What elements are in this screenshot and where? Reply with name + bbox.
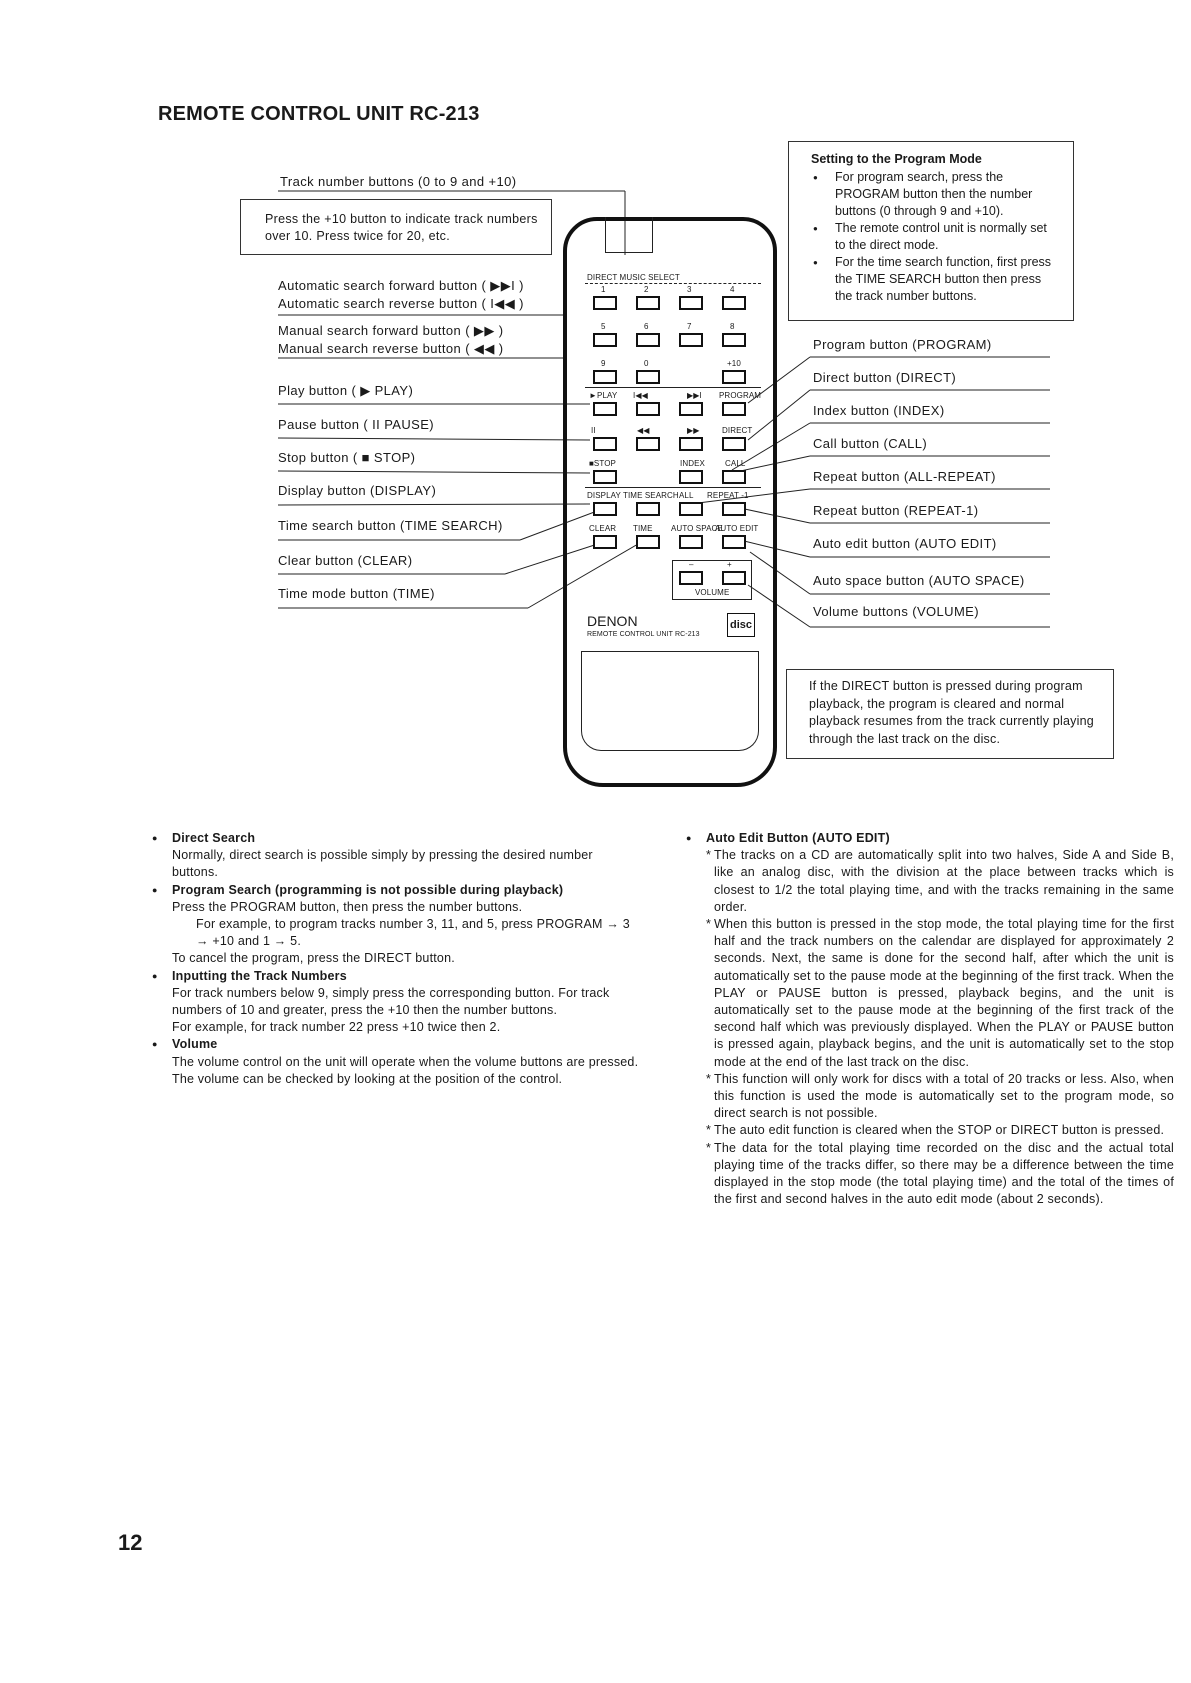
section-text: For example, for track number 22 press +10 twice then 2. <box>172 1020 501 1035</box>
button-3 <box>679 296 703 310</box>
button-index <box>679 470 703 484</box>
button-skip-back <box>636 402 660 416</box>
button-auto-edit <box>722 535 746 549</box>
button-volume-down <box>679 571 703 585</box>
page-title: REMOTE CONTROL UNIT RC-213 <box>158 103 480 125</box>
compact-disc-logo: disc <box>727 613 755 637</box>
button-call <box>722 470 746 484</box>
program-mode-bullet: ● For program search, press the PROGRAM button then the number buttons (0 through 9 and +10). <box>811 169 1059 220</box>
button-repeat-1 <box>722 502 746 516</box>
digit-label: 5 <box>601 322 606 331</box>
button-time-search <box>636 502 660 516</box>
digit-label: 0 <box>644 359 649 368</box>
page-number: 12 <box>118 1530 143 1555</box>
skip-forward-glyph: ▶▶I <box>687 391 702 400</box>
repeat-1-label: REPEAT -1 <box>707 491 749 500</box>
button-program <box>722 402 746 416</box>
time-search-button-label: Time search button (TIME SEARCH) <box>278 518 503 533</box>
program-mode-box <box>788 141 1074 321</box>
manual-search-reverse-label: Manual search reverse button ( ◀◀ ) <box>278 341 504 356</box>
button-pause <box>593 437 617 451</box>
time-label: TIME <box>633 524 653 533</box>
battery-compartment <box>581 651 759 751</box>
program-button-label: Program button (PROGRAM) <box>813 337 992 352</box>
direct-button-label: Direct button (DIRECT) <box>813 370 957 385</box>
skip-back-glyph: I◀◀ <box>633 391 648 400</box>
button-rewind <box>636 437 660 451</box>
remote-control-illustration <box>563 217 777 787</box>
section-text: For track numbers below 9, simply press the corresponding button. For track numbers of 10 and greater, press the +10 then the number buttons. <box>172 985 610 1018</box>
auto-edit-note: The data for the total playing time recorded on the disc and the actual total playing time of the tracks differ, so there may be a difference between the time displayed in the stop mode (the total playing time) and the total of the times of the first and second halves in the auto edit mode (about 2 seconds). <box>714 1140 1174 1207</box>
auto-edit-note: When this button is pressed in the stop mode, the total playing time for the first half and the track numbers on the calendar are displayed for approximately 2 seconds. Next, the same is done for the second half, after which the unit is automatically set to the pause mode at the beginning of the first track. When the PLAY or PAUSE button is pressed, playback begins, and the unit is automatically set to the pause mode at the beginning of the first track of the second half which was previously displayed. When the PLAY or PAUSE button is pressed again, playback begins, and the unit is automatically set to the stop mode at the end of the last track on the disc. <box>714 917 1174 1069</box>
digit-label: 8 <box>730 322 735 331</box>
button-4 <box>722 296 746 310</box>
digit-label: 4 <box>730 285 735 294</box>
button-volume-up <box>722 571 746 585</box>
section-heading: Direct Search <box>172 831 256 845</box>
button-1 <box>593 296 617 310</box>
index-label: INDEX <box>680 459 705 468</box>
button-auto-space <box>679 535 703 549</box>
auto-search-reverse-label: Automatic search reverse button ( I◀◀ ) <box>278 296 524 311</box>
digit-label: 6 <box>644 322 649 331</box>
volume-minus-glyph: – <box>689 560 694 569</box>
button-6 <box>636 333 660 347</box>
section-heading: Program Search (programming is not possible during playback) <box>172 882 564 897</box>
stop-label: ■STOP <box>589 459 616 468</box>
direct-label: DIRECT <box>722 426 753 435</box>
model-name: REMOTE CONTROL UNIT RC-213 <box>587 631 700 638</box>
button-stop <box>593 470 617 484</box>
section-text: Normally, direct search is possible simply by pressing the desired number buttons. <box>172 848 593 880</box>
fast-forward-glyph: ▶▶ <box>687 426 700 435</box>
digit-label: +10 <box>727 359 741 368</box>
section-text: Press the PROGRAM button, then press the number buttons. <box>172 899 523 914</box>
section-heading: Inputting the Track Numbers <box>172 968 347 983</box>
play-label: ►PLAY <box>589 391 618 400</box>
pause-button-label: Pause button ( II PAUSE) <box>278 417 435 432</box>
time-search-label: TIME SEARCH <box>623 491 679 500</box>
section-example: For example, to program tracks number 3, 11, and 5, press PROGRAM → 3 → +10 and 1 → 5. <box>196 917 630 949</box>
button-8 <box>722 333 746 347</box>
play-button-label: Play button ( ▶ PLAY) <box>278 383 414 398</box>
auto-edit-button-label: Auto edit button (AUTO EDIT) <box>813 536 997 551</box>
button-all-repeat <box>679 502 703 516</box>
auto-space-label: AUTO SPACE <box>671 524 723 533</box>
program-mode-heading: Setting to the Program Mode <box>811 152 982 166</box>
all-repeat-button-label: Repeat button (ALL-REPEAT) <box>813 469 996 484</box>
auto-edit-label: AUTO EDIT <box>715 524 759 533</box>
direct-note-box: If the DIRECT button is pressed during program playback, the program is cleared and normal playback resumes from the track currently playing through the last track on the disc. <box>786 669 1114 759</box>
button-7 <box>679 333 703 347</box>
call-label: CALL <box>725 459 746 468</box>
stop-button-label: Stop button ( ■ STOP) <box>278 450 416 465</box>
button-direct <box>722 437 746 451</box>
rewind-glyph: ◀◀ <box>637 426 650 435</box>
volume-buttons-label: Volume buttons (VOLUME) <box>813 604 979 619</box>
digit-label: 1 <box>601 285 606 294</box>
volume-label: VOLUME <box>695 588 730 597</box>
program-label: PROGRAM <box>719 391 762 400</box>
auto-edit-note: The auto edit function is cleared when the STOP or DIRECT button is pressed. <box>714 1123 1165 1138</box>
brand-name: DENON <box>587 613 638 629</box>
button-skip-forward <box>679 402 703 416</box>
plus10-note: Press the +10 button to indicate track numbers over 10. Press twice for 20, etc. <box>240 199 552 255</box>
button-time <box>636 535 660 549</box>
time-mode-button-label: Time mode button (TIME) <box>278 586 435 601</box>
auto-edit-note: This function will only work for discs with a total of 20 tracks or less. Also, when this function is used the mode is automatically set to the program mode, so direct search is not possible. <box>714 1071 1174 1121</box>
button-fast-forward <box>679 437 703 451</box>
display-button-label: Display button (DISPLAY) <box>278 483 437 498</box>
pause-label: II <box>591 426 596 435</box>
digit-label: 7 <box>687 322 692 331</box>
track-number-buttons-label: Track number buttons (0 to 9 and +10) <box>280 174 517 189</box>
program-mode-bullet: ● The remote control unit is normally set to the direct mode. <box>811 220 1059 254</box>
direct-music-select-label: DIRECT MUSIC SELECT <box>587 273 680 282</box>
index-button-label: Index button (INDEX) <box>813 403 945 418</box>
auto-edit-note: The tracks on a CD are automatically split into two halves, Side A and Side B, like an analog disc, with the division at the place between tracks which is closest to 1/2 the total playing time, and with the tracks remaining in the same order. <box>714 848 1174 914</box>
all-label: ALL <box>679 491 694 500</box>
button-clear <box>593 535 617 549</box>
clear-label: CLEAR <box>589 524 617 533</box>
digit-label: 9 <box>601 359 606 368</box>
repeat-1-button-label: Repeat button (REPEAT-1) <box>813 503 979 518</box>
display-label: DISPLAY <box>587 491 621 500</box>
section-text: To cancel the program, press the DIRECT button. <box>172 951 455 966</box>
section-heading: Auto Edit Button (AUTO EDIT) <box>706 831 890 845</box>
digit-label: 2 <box>644 285 649 294</box>
digit-label: 3 <box>687 285 692 294</box>
clear-button-label: Clear button (CLEAR) <box>278 553 413 568</box>
button-play <box>593 402 617 416</box>
button-2 <box>636 296 660 310</box>
ir-window <box>605 217 653 253</box>
call-button-label: Call button (CALL) <box>813 436 928 451</box>
program-mode-bullet: ● For the time search function, first press the TIME SEARCH button then press the track number buttons. <box>811 254 1059 305</box>
volume-plus-glyph: + <box>727 560 732 569</box>
button-display <box>593 502 617 516</box>
button-5 <box>593 333 617 347</box>
auto-space-button-label: Auto space button (AUTO SPACE) <box>813 573 1025 588</box>
section-text: The volume control on the unit will operate when the volume buttons are pressed. The volume can be checked by looking at the position of the control. <box>172 1054 639 1086</box>
button-0 <box>636 370 660 384</box>
auto-search-forward-label: Automatic search forward button ( ▶▶I ) <box>278 278 524 293</box>
right-column: ● Auto Edit Button (AUTO EDIT) * The tracks on a CD are automatically split into two halves, Side A and Side B, like an analog disc, with the division at the place between tracks which is closest to 1/2 the total playing time, and with the tracks remaining in the same order. * When this button is pressed in the stop mode, the total playing time for the first half and the track numbers on the calendar are displayed for approximately 2 seconds. Next, the same is done for the second half, after which the unit is automatically set to the pause mode at the beginning of the first track. When the PLAY or PAUSE button is pressed, playback begins, and the unit is automatically set to the pause mode at the beginning of the first track of the second half which was previously displayed. When the PLAY or PAUSE button is pressed again, playback begins, and the unit is automatically set to the stop mode at the end of the last track on the disc. * This function will only work for discs with a total of 20 tracks or less. Also, when this function is used the mode is automatically set to the program mode, so direct search is not possible. * The auto edit function is cleared when the STOP or DIRECT button is pressed. * The data for the total playing time recorded on the disc and the actual total playing time of the tracks differ, so there may be a difference between the time displayed in the stop mode (the total playing time) and the total of the times of the first and second halves in the auto edit mode (about 2 seconds). <box>686 830 1174 1208</box>
button-plus10 <box>722 370 746 384</box>
manual-search-forward-label: Manual search forward button ( ▶▶ ) <box>278 323 504 338</box>
left-column: ● Direct Search Normally, direct search is possible simply by pressing the desired number buttons. ● Program Search (programming is not possible during playback) Press the PROGRAM button, then press the number buttons. For example, to program tracks number 3, 11, and 5, press PROGRAM → 3 → +10 and 1 → 5. To cancel the program, press the DIRECT button. ● Inputting the Track Numbers For track numbers below 9, simply press the corresponding button. For track numbers of 10 and greater, press the +10 then the number buttons. For example, for track number 22 press +10 twice then 2. ● Volume The volume control on the unit will operate when the volume buttons are pressed. The volume can be checked by looking at the position of the control. <box>152 830 640 1088</box>
section-heading: Volume <box>172 1037 218 1052</box>
button-9 <box>593 370 617 384</box>
